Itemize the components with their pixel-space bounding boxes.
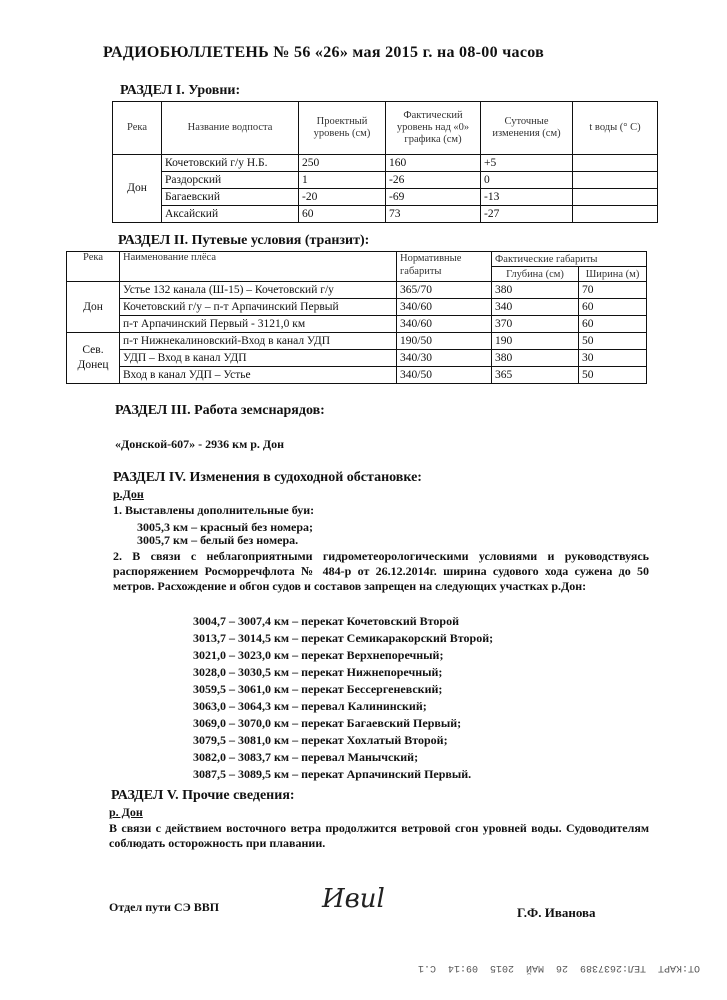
section1-title: Уровни: — [188, 83, 241, 98]
levels-header-change: Суточные изменения (см) — [481, 102, 573, 155]
transit-header-width: Ширина (м) — [579, 267, 647, 282]
transit-depth: 190 — [492, 333, 579, 350]
transit-depth: 380 — [492, 282, 579, 299]
stretch-line: 3082,0 – 3083,7 км – перевал Манычский; — [193, 750, 419, 764]
levels-actual: 73 — [386, 206, 481, 223]
levels-project: 60 — [299, 206, 386, 223]
table-row — [113, 155, 658, 172]
section3-title: Работа земснарядов: — [194, 403, 325, 418]
table-row — [113, 189, 658, 206]
levels-temp — [573, 172, 658, 189]
levels-header-actual: Фактический уровень над «0» графика (см) — [386, 102, 481, 155]
transit-width: 60 — [579, 316, 647, 333]
handwritten-signature: Ивиl — [322, 884, 385, 914]
transit-header-actual: Фактические габариты — [492, 252, 647, 267]
table-row — [67, 316, 647, 333]
section4-title: Изменения в судоходной обстановке: — [189, 470, 422, 485]
transit-norm: 340/60 — [397, 299, 492, 316]
transit-norm: 190/50 — [397, 333, 492, 350]
bulletin-title: РАДИОБЮЛЛЕТЕНЬ № 56 «26» мая 2015 г. на 08-00 часов — [103, 44, 545, 61]
stretch-line: 3059,5 – 3061,0 км – перекат Бессергеневский; — [193, 682, 443, 696]
transit-table — [66, 251, 647, 384]
levels-change: 0 — [481, 172, 573, 189]
transit-header-row — [67, 252, 647, 267]
stretch-line: 3079,5 – 3081,0 км – перекат Хохлатый Второй; — [193, 733, 448, 747]
table-row — [113, 206, 658, 223]
stretch-line: 3063,0 – 3064,3 км – перевал Калининский; — [193, 699, 427, 713]
levels-temp — [573, 155, 658, 172]
section3-number: РАЗДЕЛ III. — [115, 403, 191, 418]
section2-heading — [118, 233, 369, 249]
levels-actual: -26 — [386, 172, 481, 189]
transit-depth: 380 — [492, 350, 579, 367]
section2-title: Путевые условия (транзит): — [191, 233, 370, 248]
levels-header-project: Проектный уровень (см) — [299, 102, 386, 155]
stretch-line: 3013,7 – 3014,5 км – перекат Семикаракорский Второй; — [193, 631, 494, 645]
transit-name: Кочетовский г/у – п-т Арпачинский Первый — [120, 299, 397, 316]
levels-name: Аксайский — [162, 206, 299, 223]
transit-norm: 340/30 — [397, 350, 492, 367]
levels-header-river: Река — [113, 102, 162, 155]
wind-paragraph: В связи с действием восточного ветра продолжится ветровой сгон уровней воды. Судоводителям соблюдать осторожность при плавании. — [109, 821, 649, 850]
section4-heading — [113, 470, 422, 486]
levels-actual: 160 — [386, 155, 481, 172]
section3-heading — [115, 403, 325, 419]
section5-title: Прочие сведения: — [182, 788, 295, 803]
section5-river: р. Дон — [109, 805, 143, 819]
transit-depth: 370 — [492, 316, 579, 333]
levels-actual: -69 — [386, 189, 481, 206]
dredger-line: «Донской-607» - 2936 км р. Дон — [115, 437, 285, 451]
levels-name: Кочетовский г/у Н.Б. — [162, 155, 299, 172]
transit-depth: 365 — [492, 367, 579, 384]
department-label: Отдел пути СЭ ВВП — [109, 900, 220, 914]
table-row — [67, 299, 647, 316]
transit-name: п-т Арпачинский Первый - 3121,0 км — [120, 316, 397, 333]
transit-header-river: Река — [67, 252, 120, 282]
stretch-line: 3087,5 – 3089,5 км – перекат Арпачинский Первый. — [193, 767, 472, 781]
levels-header-temp: t воды (° С) — [573, 102, 658, 155]
transit-width: 50 — [579, 367, 647, 384]
table-row — [67, 333, 647, 350]
buoy-line: 3005,3 км – красный без номера; — [137, 520, 314, 534]
stretch-line: 3069,0 – 3070,0 км – перекат Багаевский Первый; — [193, 716, 462, 730]
transit-river: Дон — [67, 282, 120, 333]
stretch-line: 3021,0 – 3023,0 км – перекат Верхнепоречный; — [193, 648, 444, 662]
levels-project: 250 — [299, 155, 386, 172]
transit-name: п-т Нижнекалиновский-Вход в канал УДП — [120, 333, 397, 350]
table-row — [113, 172, 658, 189]
restriction-paragraph: 2. В связи с неблагоприятными гидрометеорологическими условиями и руководствуясь распоряжением Росморречфлота № 484-р от 26.12.2014г. ширина судового хода сужена до 50 метров. Расхождение и обгон судов и составов запрещен на следующих участках р.Дон: — [113, 549, 649, 593]
signer-name: Г.Ф. Иванова — [517, 905, 596, 920]
table-row — [67, 350, 647, 367]
levels-header-row — [113, 102, 658, 155]
buoys-item: 1. Выставлены дополнительные буи: — [113, 503, 315, 517]
section1-number: РАЗДЕЛ I. — [120, 83, 185, 98]
transit-width: 60 — [579, 299, 647, 316]
levels-river: Дон — [113, 155, 162, 223]
fax-footer: ОТ:КАРТ ТЕЛ:2637389 26 МАЙ 2015 09:14 С.1 — [417, 962, 700, 973]
transit-header-normative: Нормативные габариты — [397, 252, 492, 282]
section4-river: р.Дон — [113, 487, 144, 501]
levels-change: +5 — [481, 155, 573, 172]
levels-header-name: Название водпоста — [162, 102, 299, 155]
section5-heading — [111, 788, 295, 804]
transit-depth: 340 — [492, 299, 579, 316]
transit-width: 30 — [579, 350, 647, 367]
table-row — [67, 282, 647, 299]
transit-norm: 365/70 — [397, 282, 492, 299]
section2-number: РАЗДЕЛ II. — [118, 233, 189, 248]
levels-table — [112, 101, 658, 223]
section4-number: РАЗДЕЛ IV. — [113, 470, 187, 485]
transit-width: 70 — [579, 282, 647, 299]
levels-temp — [573, 206, 658, 223]
levels-temp — [573, 189, 658, 206]
transit-name: Устье 132 канала (Ш-15) – Кочетовский г/у — [120, 282, 397, 299]
levels-project: -20 — [299, 189, 386, 206]
levels-name: Багаевский — [162, 189, 299, 206]
section5-number: РАЗДЕЛ V. — [111, 788, 179, 803]
levels-change: -13 — [481, 189, 573, 206]
stretch-line: 3004,7 – 3007,4 км – перекат Кочетовский Второй — [193, 614, 459, 628]
stretch-line: 3028,0 – 3030,5 км – перекат Нижнепоречный; — [193, 665, 443, 679]
transit-name: Вход в канал УДП – Устье — [120, 367, 397, 384]
transit-norm: 340/50 — [397, 367, 492, 384]
table-row — [67, 367, 647, 384]
levels-change: -27 — [481, 206, 573, 223]
levels-name: Раздорский — [162, 172, 299, 189]
section1-heading — [120, 83, 240, 99]
transit-norm: 340/60 — [397, 316, 492, 333]
transit-header-name: Наименование плёса — [120, 252, 397, 282]
transit-width: 50 — [579, 333, 647, 350]
transit-name: УДП – Вход в канал УДП — [120, 350, 397, 367]
buoy-line: 3005,7 км – белый без номера. — [137, 533, 299, 547]
levels-project: 1 — [299, 172, 386, 189]
transit-header-depth: Глубина (см) — [492, 267, 579, 282]
transit-river: Сев. Донец — [67, 333, 120, 384]
